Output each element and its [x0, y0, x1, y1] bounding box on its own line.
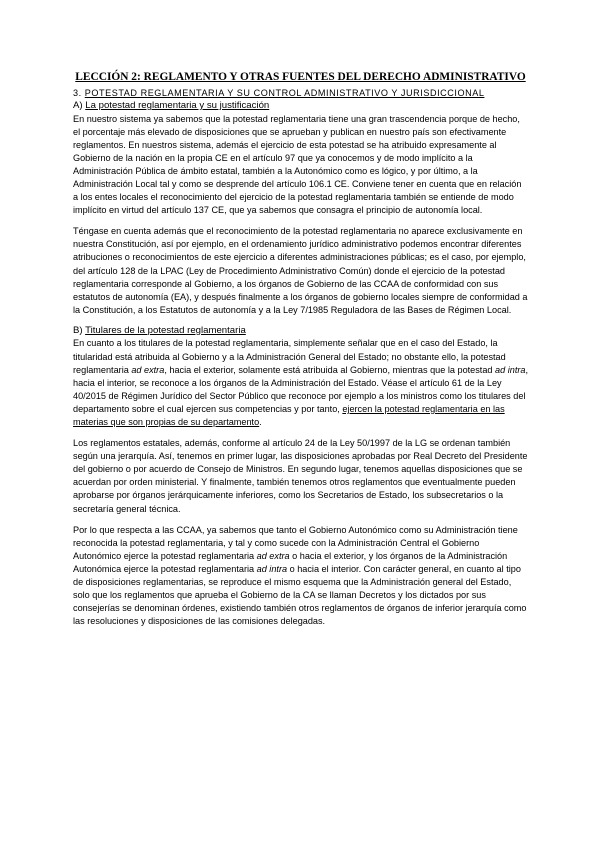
text-run: , hacia el exterior, solamente está atribuida al Gobierno, mientras que la potestad [164, 364, 496, 375]
subsection-a-title: La potestad reglamentaria y su justificación [85, 100, 270, 111]
section-heading [73, 87, 528, 99]
text-run: En cuanto a los titulares de la potestad reglamentaria, simplemente señalar que en el caso del Estado, la titularidad está atribuida al Gobierno y a la Administración General del Estado; no obstante ello, la potestad reglamentaria [73, 338, 506, 375]
section-title: POTESTAD REGLAMENTARIA Y SU CONTROL ADMINISTRATIVO Y JURISDICCIONAL [84, 88, 485, 98]
text-run: o hacia el interior. Con carácter general, en cuanto al tipo de disposiciones reglamentarias, se reproduce el mismo esquema que la Administración general del Estado, solo que los reglamentos que aprueba el Gobierno de la CA se llaman Decretos y los dictados por sus consejerías se denominan órdenes, existiendo también otros reglamentos de órganos de inferior jerarquía como las resoluciones y disposiciones de las comisiones delegadas. [73, 563, 527, 627]
subsection-b-title: Titulares de la potestad reglamentaria [85, 324, 246, 336]
text-run: Por lo que respecta a las CCAA, ya sabemos que tanto el Gobierno Autonómico como su Administración tiene reconocida la potestad reglamentaria, y tal y como sucede con la Administración Central el Gobierno Autonómico ejerce la potestad reglamentaria [73, 524, 518, 561]
italic-term: ad intra [256, 563, 288, 574]
subsection-b-heading [73, 325, 528, 338]
italic-term: ad extra [131, 364, 165, 375]
subsection-b-paragraph-2: Los reglamentos estatales, además, conforme al artículo 24 de la Ley 50/1997 de la LG se ordenan también según una jerarquía. Así, tenemos en primer lugar, las disposiciones aprobadas por Real Decreto del Presidente del gobierno o por acuerdo de Consejo de Ministros. En segundo lugar, tenemos aquellas disposiciones que se acuerdan por orden ministerial. Y finalmente, también tenemos otros reglamentos que eventualmente pueden aprobarse por órganos jerárquicamente inferiores, como los Secretarios de Estado, los subsecretarios o la secretaría general técnica. [73, 438, 528, 514]
text-run: , hacia el interior, se reconoce a los órganos de la Administración del Estado. Véase el artículo 61 de la Ley 40/2015 de Régimen Jurídico del Sector Público que reconoce por ejemplo a los ministros como los titulares del departamento sobre el cual ejercen sus competencias y por tanto, [73, 364, 529, 414]
subsection-b-paragraph-1 [73, 337, 528, 429]
section-number: 3. [73, 88, 82, 98]
text-run: . [259, 416, 262, 427]
text-run: o hacia el exterior, y los órganos de la Administración Autonómica ejerce la potestad reglamentaria [73, 550, 508, 574]
italic-term: ad intra [495, 364, 526, 375]
subsection-a-paragraph-1: En nuestro sistema ya sabemos que la potestad reglamentaria tiene una gran trascendencia porque de hecho, el porcentaje más elevado de disposiciones que se aprueban y publican en nuestro país son efectivamente reglamentos. En nuestros sistema, además el ejercicio de esta potestad se ha atribuido expresamente al Gobierno de la nación en la propia CE en el artículo 97 que ya conocemos y de modo implícito a la Administración Pública de ámbito estatal, también a la Autonómico como es lógico, y por último, a la Administración Local tal y como se desprende del artículo 106.1 CE. Conviene tener en cuenta que en relación a los entes locales el reconocimiento del ejercicio de la potestad reglamentaria también se entiende de modo implícito en virtud del artículo 137 CE, que ya sabemos que consagra el principio de autonomía local. [73, 113, 522, 216]
underlined-text: ejercen la potestad reglamentaria en las materias que son propias de su departamento [73, 403, 505, 427]
subsection-b-paragraph-3 [73, 524, 528, 629]
subsection-a-heading [73, 100, 528, 113]
italic-term: ad extra [256, 550, 290, 561]
subsection-a-letter: A) [73, 100, 83, 111]
document-page [73, 70, 528, 628]
subsection-a-paragraph-2: Téngase en cuenta además que el reconocimiento de la potestad reglamentaria no aparece exclusivamente en nuestra Constitución, así por ejemplo, en el ordenamiento jurídico administrativo podemos encontrar diferentes atribuciones o reconocimientos de este ejercicio a diferentes administraciones públicas; es el caso, por ejemplo, del artículo 128 de la LPAC (Ley de Procedimiento Administrativo Común) donde el ejercicio de la potestad reglamentaria corresponde al Gobierno, a los órganos de Gobierno de las CCAA de conformidad con sus estatutos de autonomía (EA), y después finalmente a los órganos de gobierno locales siempre de conformidad a la Constitución, a los Estatutos de autonomía y a la Ley 7/1985 Reguladora de las Bases de Régimen Local. [73, 226, 528, 315]
document-title: LECCIÓN 2: REGLAMENTO Y OTRAS FUENTES DEL DERECHO ADMINISTRATIVO [75, 71, 526, 83]
subsection-b-letter: B) [73, 324, 83, 336]
